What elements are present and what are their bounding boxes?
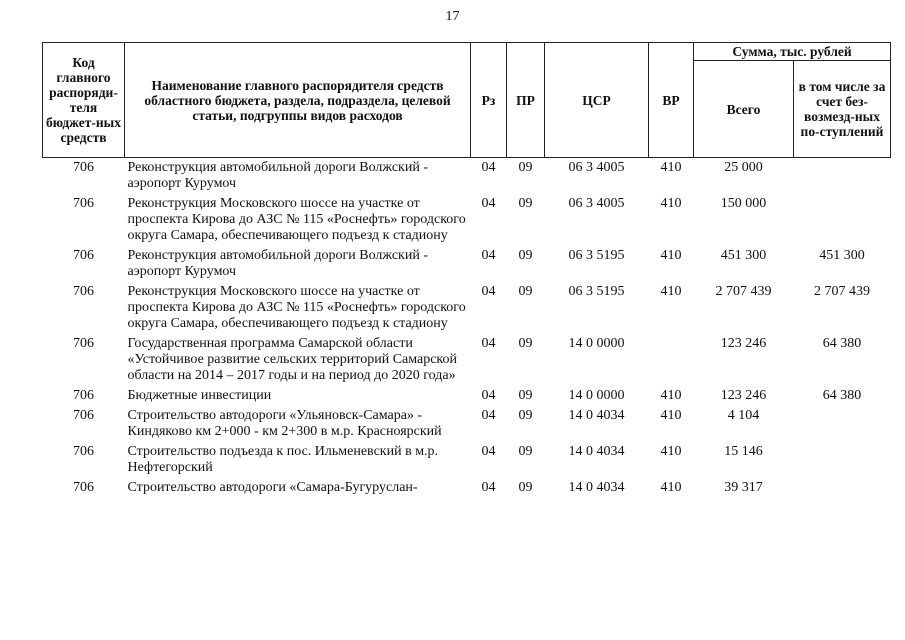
table-row bbox=[43, 388, 891, 408]
table-row bbox=[43, 248, 891, 284]
header-code: Код главного распоряди-теля бюджет-ных средств bbox=[43, 43, 125, 158]
cell-pr: 09 bbox=[518, 444, 533, 459]
header-pr: ПР bbox=[507, 43, 545, 158]
cell-name: Строительство автодороги «Ульяновск-Самара» - Киндяково км 2+000 - км 2+300 в м.р. Красноярский bbox=[127, 408, 442, 439]
cell-code: 706 bbox=[73, 408, 94, 423]
cell-total: 451 300 bbox=[720, 248, 767, 263]
cell-rz: 04 bbox=[481, 248, 496, 263]
cell-gratuitous bbox=[794, 444, 891, 480]
header-csr: ЦСР bbox=[545, 43, 649, 158]
cell-name: Строительство подъезда к пос. Ильменевский в м.р. Нефтегорский bbox=[127, 444, 439, 475]
cell-csr: 14 0 0000 bbox=[568, 336, 625, 351]
cell-csr: 14 0 4034 bbox=[568, 444, 625, 459]
cell-name: Строительство автодороги «Самара-Бугуруслан- bbox=[127, 480, 418, 495]
cell-rz: 04 bbox=[481, 444, 496, 459]
cell-code: 706 bbox=[73, 284, 94, 299]
cell-rz: 04 bbox=[481, 336, 496, 351]
cell-gratuitous: 64 380 bbox=[822, 336, 862, 351]
table-row bbox=[43, 408, 891, 444]
cell-name: Реконструкция Московского шоссе на участке от проспекта Кирова до АЗС № 115 «Роснефть» городского округа Самара, обеспечивающего подъезд к стадиону bbox=[127, 196, 466, 243]
cell-gratuitous bbox=[794, 408, 891, 444]
cell-code: 706 bbox=[73, 480, 94, 495]
cell-pr: 09 bbox=[518, 248, 533, 263]
cell-total: 39 317 bbox=[724, 480, 763, 495]
cell-vr: 410 bbox=[660, 444, 682, 459]
header-gratuitous: в том числе за счет без-возмезд-ных по-ступлений bbox=[794, 61, 891, 158]
cell-vr: 410 bbox=[660, 248, 682, 263]
cell-code: 706 bbox=[73, 248, 94, 263]
cell-pr: 09 bbox=[518, 408, 533, 423]
budget-table bbox=[42, 42, 891, 500]
cell-name: Реконструкция Московского шоссе на участке от проспекта Кирова до АЗС № 115 «Роснефть» городского округа Самара, обеспечивающего подъезд к стадиону bbox=[127, 284, 466, 331]
cell-rz: 04 bbox=[481, 196, 496, 211]
cell-code: 706 bbox=[73, 160, 94, 175]
cell-gratuitous: 64 380 bbox=[822, 388, 862, 403]
cell-total: 4 104 bbox=[727, 408, 760, 423]
cell-code: 706 bbox=[73, 444, 94, 459]
cell-name: Реконструкция автомобильной дороги Волжский - аэропорт Курумоч bbox=[127, 248, 428, 279]
cell-total: 25 000 bbox=[724, 160, 763, 175]
header-total: Всего bbox=[694, 61, 794, 158]
page-number: 17 bbox=[445, 9, 460, 24]
cell-rz: 04 bbox=[481, 408, 496, 423]
cell-rz: 04 bbox=[481, 480, 496, 495]
table-row bbox=[43, 158, 891, 197]
cell-total: 150 000 bbox=[720, 196, 767, 211]
header-vr: ВР bbox=[649, 43, 694, 158]
cell-csr: 06 3 5195 bbox=[568, 284, 625, 299]
cell-code: 706 bbox=[73, 196, 94, 211]
cell-rz: 04 bbox=[481, 284, 496, 299]
cell-rz: 04 bbox=[481, 388, 496, 403]
table-row bbox=[43, 196, 891, 248]
cell-vr: 410 bbox=[660, 408, 682, 423]
cell-vr: 410 bbox=[660, 196, 682, 211]
header-rz: Рз bbox=[471, 43, 507, 158]
cell-gratuitous bbox=[794, 158, 891, 197]
cell-pr: 09 bbox=[518, 480, 533, 495]
cell-total: 123 246 bbox=[720, 388, 767, 403]
cell-vr: 410 bbox=[660, 388, 682, 403]
cell-rz: 04 bbox=[481, 160, 496, 175]
cell-vr bbox=[649, 336, 694, 388]
cell-code: 706 bbox=[73, 388, 94, 403]
cell-vr: 410 bbox=[660, 160, 682, 175]
header-sum-group: Сумма, тыс. рублей bbox=[694, 43, 891, 61]
table-row bbox=[43, 444, 891, 480]
cell-pr: 09 bbox=[518, 196, 533, 211]
cell-csr: 06 3 4005 bbox=[568, 160, 625, 175]
cell-pr: 09 bbox=[518, 284, 533, 299]
cell-csr: 06 3 4005 bbox=[568, 196, 625, 211]
cell-csr: 14 0 0000 bbox=[568, 388, 625, 403]
cell-csr: 14 0 4034 bbox=[568, 480, 625, 495]
table-row bbox=[43, 480, 891, 500]
cell-pr: 09 bbox=[518, 388, 533, 403]
cell-pr: 09 bbox=[518, 160, 533, 175]
cell-total: 2 707 439 bbox=[715, 284, 772, 299]
cell-vr: 410 bbox=[660, 284, 682, 299]
table-row bbox=[43, 284, 891, 336]
table-body bbox=[43, 158, 891, 501]
cell-total: 123 246 bbox=[720, 336, 767, 351]
cell-vr: 410 bbox=[660, 480, 682, 495]
cell-csr: 14 0 4034 bbox=[568, 408, 625, 423]
cell-name: Бюджетные инвестиции bbox=[127, 388, 272, 403]
cell-name: Реконструкция автомобильной дороги Волжский - аэропорт Курумоч bbox=[127, 160, 428, 191]
cell-name: Государственная программа Самарской области «Устойчивое развитие сельских территорий Самарской области на 2014 – 2017 годы и на период до 2020 года» bbox=[127, 336, 458, 383]
cell-csr: 06 3 5195 bbox=[568, 248, 625, 263]
cell-code: 706 bbox=[73, 336, 94, 351]
cell-gratuitous: 451 300 bbox=[819, 248, 865, 263]
header-name: Наименование главного распорядителя средств областного бюджета, раздела, подраздела, целевой статьи, подгруппы видов расходов bbox=[125, 43, 471, 158]
cell-gratuitous bbox=[794, 480, 891, 500]
cell-gratuitous bbox=[794, 196, 891, 248]
cell-gratuitous: 2 707 439 bbox=[814, 284, 870, 299]
cell-pr: 09 bbox=[518, 336, 533, 351]
cell-total: 15 146 bbox=[724, 444, 763, 459]
table-row bbox=[43, 336, 891, 388]
